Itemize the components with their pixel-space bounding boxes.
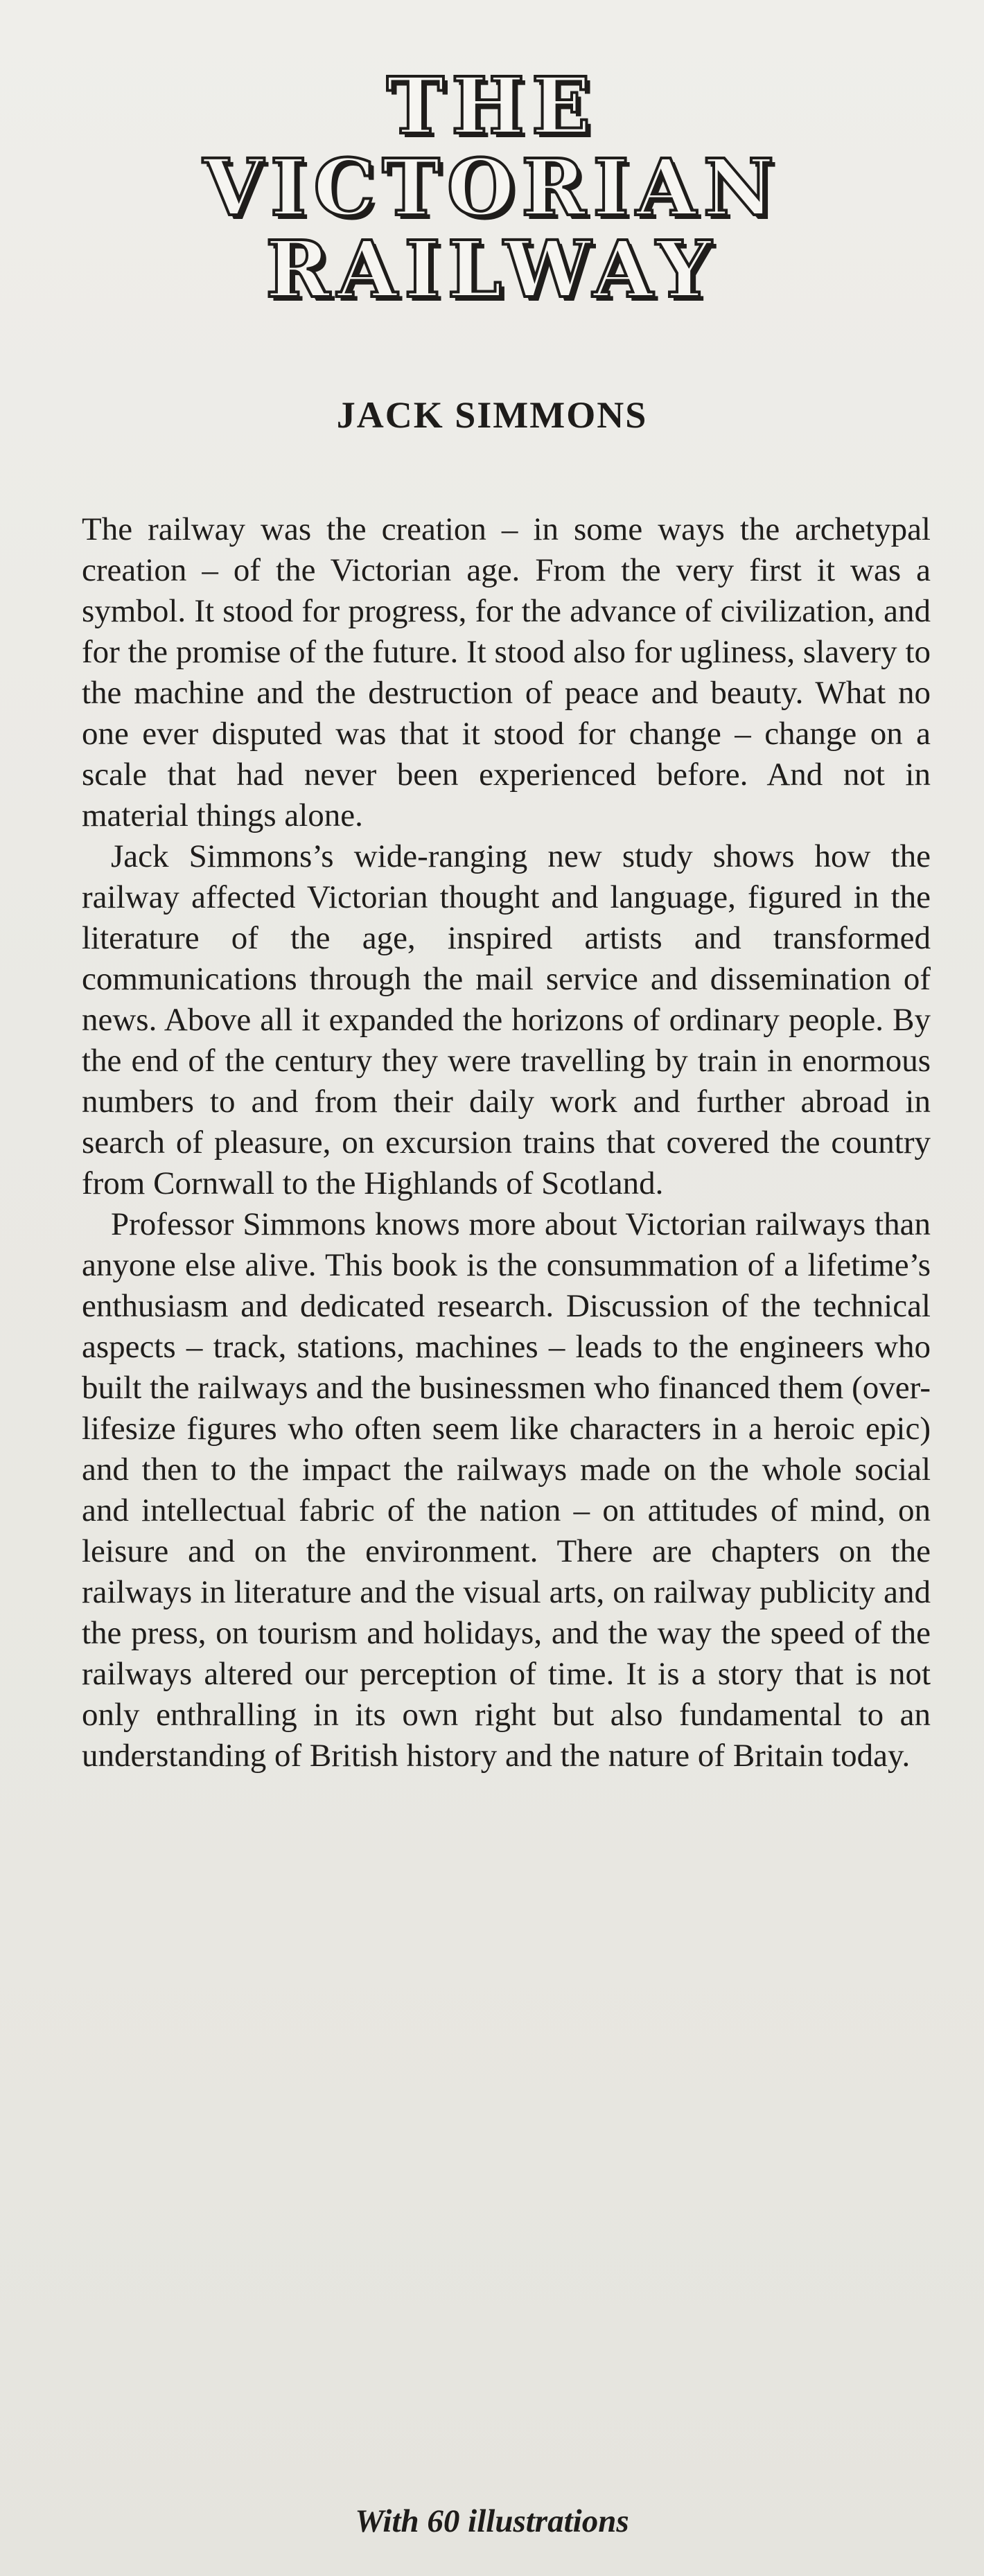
title-line-2: VICTORIAN <box>202 143 782 233</box>
blurb-text <box>82 509 931 1776</box>
author-name: JACK SIMMONS <box>336 394 648 436</box>
blurb-paragraph-3: Professor Simmons knows more about Victorian railways than anyone else alive. This book is the consummation of a lifetime’s enthusiasm and dedicated research. Discussion of the technical aspects – track, stations, machines – leads to the engineers who built the railways and the businessmen who financed them (over-lifesize figures who often seem like characters in a heroic epic) and then to the impact the railways made on the whole social and intellectual fabric of the nation – on attitudes of mind, on leisure and on the environment. There are chapters on the railways in literature and the visual arts, on railway publicity and the press, on tourism and holidays, and the way the speed of the railways altered our perception of time. It is a story that is not only enthralling in its own right but also fundamental to an understanding of British history and the nature of Britain today. <box>82 1206 931 1774</box>
illustrations-note: With 60 illustrations <box>355 2503 629 2539</box>
book-title <box>0 61 984 315</box>
title-line-3: RAILWAY <box>265 224 719 315</box>
blurb-paragraph-2: Jack Simmons’s wide-ranging new study shows how the railway affected Victorian thought and language, figured in the literature of the age, inspired artists and transformed communications through the mail service and dissemination of news. Above all it expanded the horizons of ordinary people. By the end of the century they were travelling by train in enormous numbers to and from their daily work and further abroad in search of pleasure, on excursion trains that covered the country from Cornwall to the Highlands of Scotland. <box>82 838 931 1201</box>
title-line-1: THE <box>386 61 598 152</box>
blurb-paragraph-1: The railway was the creation – in some ways the archetypal creation – of the Victorian age. From the very first it was a symbol. It stood for progress, for the advance of civilization, and for the promise of the future. It stood also for ugliness, slavery to the machine and the destruction of peace and beauty. What no one ever disputed was that it stood for change – change on a scale that had never been experienced before. And not in material things alone. <box>82 511 931 833</box>
